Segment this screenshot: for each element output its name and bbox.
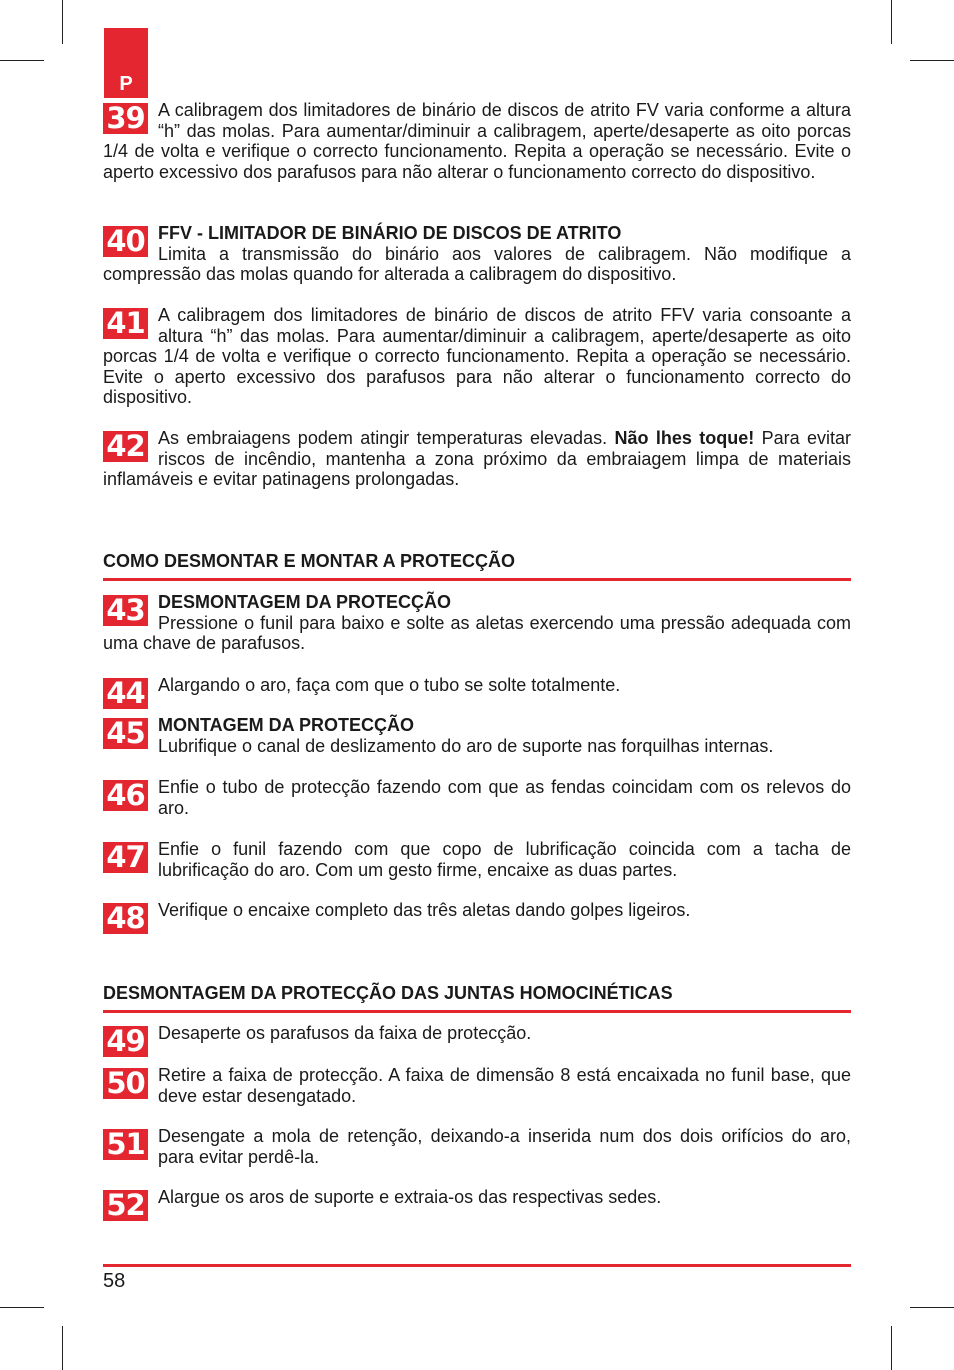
step-number: 46 [103, 780, 148, 811]
step-50 [103, 1065, 851, 1106]
step-45 [103, 715, 851, 756]
step-text: Desengate a mola de retenção, deixando-a inserida num dos dois orifícios do aro, para evitar perdê-la. [158, 1126, 851, 1167]
section-heading: COMO DESMONTAR E MONTAR A PROTECÇÃO [103, 551, 851, 581]
language-tab: P [104, 28, 148, 98]
step-49 [103, 1023, 851, 1057]
step-number: 49 [103, 1026, 148, 1057]
step-text: Enfie o tubo de protecção fazendo com que as fendas coincidam com os relevos do aro. [158, 777, 851, 818]
footer-rule [103, 1264, 851, 1267]
step-text: Retire a faixa de protecção. A faixa de dimensão 8 está encaixada no funil base, que deve estar desengatado. [158, 1065, 851, 1106]
step-text: Desaperte os parafusos da faixa de protecção. [158, 1023, 532, 1043]
crop-mark [62, 1326, 63, 1370]
step-text: Alargue os aros de suporte e extraia-os das respectivas sedes. [158, 1187, 662, 1207]
crop-mark [62, 0, 63, 44]
step-number: 51 [103, 1129, 148, 1160]
crop-mark [0, 60, 44, 61]
step-text: Verifique o encaixe completo das três aletas dando golpes ligeiros. [158, 900, 691, 920]
step-number: 48 [103, 903, 148, 934]
crop-mark [910, 1307, 954, 1308]
crop-mark [910, 60, 954, 61]
step-text: Pressione o funil para baixo e solte as aletas exercendo uma pressão adequada com uma chave de parafusos. [103, 612, 851, 654]
crop-mark [0, 1307, 44, 1308]
crop-mark [891, 1326, 892, 1370]
step-number: 43 [103, 595, 148, 626]
step-44 [103, 675, 851, 709]
step-heading: FFV - LIMITADOR DE BINÁRIO DE DISCOS DE ATRITO [158, 223, 622, 243]
step-text: Lubrifique o canal de deslizamento do aro de suporte nas forquilhas internas. [158, 735, 774, 756]
step-52 [103, 1187, 851, 1221]
step-text: Alargando o aro, faça com que o tubo se solte totalmente. [158, 675, 621, 695]
step-text: Limita a transmissão do binário aos valores de calibragem. Não modifique a compressão das molas quando for alterada a calibragem do dispositivo. [103, 243, 851, 285]
step-43 [103, 592, 851, 654]
step-number: 47 [103, 842, 148, 873]
step-number: 45 [103, 718, 148, 749]
section-heading: DESMONTAGEM DA PROTECÇÃO DAS JUNTAS HOMOCINÉTICAS [103, 983, 851, 1013]
step-40 [103, 223, 851, 285]
step-number: 52 [103, 1190, 148, 1221]
step-number: 40 [103, 226, 148, 257]
step-text: A calibragem dos limitadores de binário de discos de atrito FV varia conforme a altura “h” das molas. Para aumentar/diminuir a calibragem, aperte/desaperte as oito porcas 1/4 de volta e verifique o correcto funcionamento. Repita a operação se necessário. Evite o aperto excessivo dos parafusos para não alterar o funcionamento correcto do dispositivo. [103, 100, 851, 182]
step-39 [103, 100, 851, 182]
warning-text: Não lhes toque! [614, 428, 755, 448]
step-51 [103, 1126, 851, 1167]
crop-mark [891, 0, 892, 44]
step-41 [103, 305, 851, 408]
step-text-after: Para evitar riscos de incêndio, mantenha a zona próximo da embraiagem limpa de materiais inflamáveis e evitar patinagens prolongadas. [103, 428, 851, 490]
page-number: 58 [103, 1270, 126, 1292]
step-48 [103, 900, 851, 934]
step-46 [103, 777, 851, 818]
step-text-before: As embraiagens podem atingir temperaturas elevadas. [158, 428, 615, 448]
step-47 [103, 839, 851, 880]
step-number: 42 [103, 431, 148, 462]
step-number: 50 [103, 1068, 148, 1099]
step-text [103, 428, 851, 490]
step-heading: DESMONTAGEM DA PROTECÇÃO [158, 592, 452, 612]
step-heading: MONTAGEM DA PROTECÇÃO [158, 715, 414, 735]
step-42 [103, 428, 851, 490]
step-number: 44 [103, 678, 148, 709]
step-text: A calibragem dos limitadores de binário de discos de atrito FFV varia consoante a altura “h” das molas. Para aumentar/diminuir a calibragem, aperte/desaperte as oito porcas 1/4 de volta e verifique o correcto funcionamento. Repita a operação se necessário. Evite o aperto excessivo dos parafusos para não alterar o funcionamento correcto do dispositivo. [103, 305, 851, 408]
step-number: 41 [103, 308, 148, 339]
step-text: Enfie o funil fazendo com que copo de lubrificação coincida com a tacha de lubrificação do aro. Com um gesto firme, encaixe as duas partes. [158, 839, 851, 880]
step-number: 39 [103, 103, 148, 134]
